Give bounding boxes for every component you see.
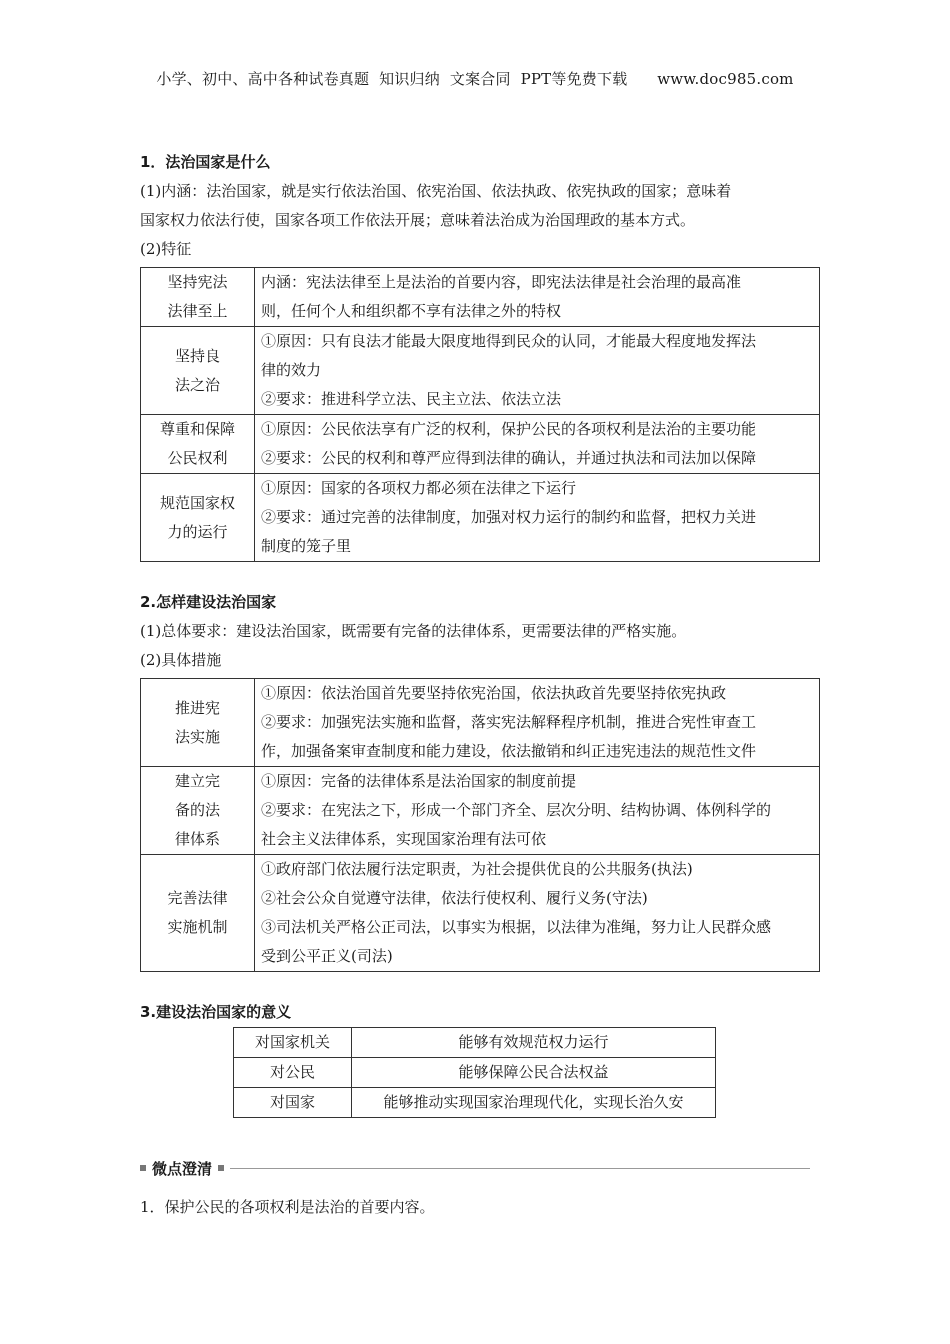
row-header: 坚持宪法 法律至上 xyxy=(141,268,255,327)
row-header: 完善法律 实施机制 xyxy=(141,855,255,972)
bullet-square-icon xyxy=(218,1165,224,1171)
row-content: ①原因：完备的法律体系是法治国家的制度前提 ②要求：在宪法之下，形成一个部门齐全、层次分明、结构协调、体例科学的 社会主义法律体系，实现国家治理有法可依 xyxy=(255,767,820,855)
section-1-title: 1．法治国家是什么 xyxy=(140,153,271,171)
s1-definition-line-2: 国家权力依法行使，国家各项工作依法开展；意味着法治成为治国理政的基本方式。 xyxy=(140,211,696,229)
section-3-title: 3.建设法治国家的意义 xyxy=(140,1003,292,1021)
row-content: ①原因：依法治国首先要坚持依宪治国，依法执政首先要坚持依宪执政 ②要求：加强宪法实施和监督，落实宪法解释程序机制，推进合宪性审查工 作，加强备案审查制度和能力建设，依法撤销和纠正违宪违法的规范性文件 xyxy=(255,679,820,767)
row-content: ①原因：国家的各项权力都必须在法律之下运行 ②要求：通过完善的法律制度，加强对权力运行的制约和监督，把权力关进 制度的笼子里 xyxy=(255,474,820,562)
row-header: 坚持良 法之治 xyxy=(141,327,255,415)
table-row xyxy=(234,1088,716,1118)
table-row xyxy=(141,855,820,972)
table-row xyxy=(141,679,820,767)
features-table xyxy=(140,267,820,562)
row-header: 尊重和保障 公民权利 xyxy=(141,415,255,474)
row-header: 建立完 备的法 律体系 xyxy=(141,767,255,855)
row-content: ①原因：公民依法享有广泛的权利，保护公民的各项权利是法治的主要功能 ②要求：公民的权利和尊严应得到法律的确认，并通过执法和司法加以保障 xyxy=(255,415,820,474)
bullet-square-icon xyxy=(140,1165,146,1171)
table-row xyxy=(234,1028,716,1058)
s1-features-label: (2)特征 xyxy=(140,240,192,258)
section-2-title: 2.怎样建设法治国家 xyxy=(140,593,277,611)
table-row xyxy=(141,268,820,327)
table-row xyxy=(234,1058,716,1088)
row-header: 推进宪 法实施 xyxy=(141,679,255,767)
measures-table xyxy=(140,678,820,972)
clarify-title: 微点澄清 xyxy=(152,1159,213,1178)
significance-table xyxy=(233,1027,716,1118)
table-row xyxy=(141,767,820,855)
page-header: 小学、初中、高中各种试卷真题 知识归纳 文案合同 PPT等免费下载 www.doc985.com xyxy=(156,70,794,88)
s1-definition-line-1: (1)内涵：法治国家，就是实行依法治国、依宪治国、依法执政、依宪执政的国家；意味着 xyxy=(140,182,732,200)
clarify-item: 1．保护公民的各项权利是法治的首要内容。 xyxy=(140,1198,435,1216)
main-content xyxy=(140,148,820,1118)
row-header: 规范国家权 力的运行 xyxy=(141,474,255,562)
s2-measures-label: (2)具体措施 xyxy=(140,651,222,669)
table-row xyxy=(141,415,820,474)
significance-value: 能够推动实现国家治理现代化，实现长治久安 xyxy=(352,1088,716,1118)
table-row xyxy=(141,327,820,415)
row-content: ①政府部门依法履行法定职责，为社会提供优良的公共服务(执法) ②社会公众自觉遵守法律，依法行使权利、履行义务(守法) ③司法机关严格公正司法，以事实为根据，以法律为准绳，努力让人民群众感 受到公平正义(司法) xyxy=(255,855,820,972)
table-row xyxy=(141,474,820,562)
row-content: ①原因：只有良法才能最大限度地得到民众的认同，才能最大程度地发挥法 律的效力 ②要求：推进科学立法、民主立法、依法立法 xyxy=(255,327,820,415)
significance-value: 能够有效规范权力运行 xyxy=(352,1028,716,1058)
significance-target: 对国家机关 xyxy=(234,1028,352,1058)
significance-target: 对国家 xyxy=(234,1088,352,1118)
significance-value: 能够保障公民合法权益 xyxy=(352,1058,716,1088)
divider xyxy=(230,1168,810,1169)
s2-general-requirement: (1)总体要求：建设法治国家，既需要有完备的法律体系，更需要法律的严格实施。 xyxy=(140,622,687,640)
significance-target: 对公民 xyxy=(234,1058,352,1088)
row-content: 内涵：宪法法律至上是法治的首要内容，即宪法法律是社会治理的最高准 则，任何个人和组织都不享有法律之外的特权 xyxy=(255,268,820,327)
clarify-heading xyxy=(140,1157,810,1179)
